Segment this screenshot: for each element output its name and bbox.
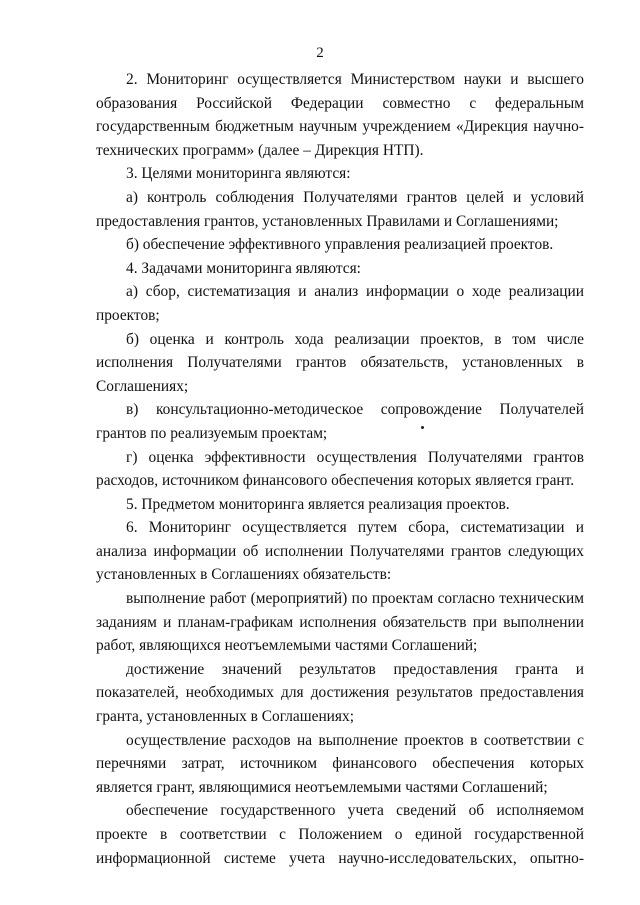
paragraph-obligation-state-registry: обеспечение государственного учета сведений об исполняемом проекте в соответствии с Положением о единой государственной информационной системе учета научно-исследовательских, опытно- [96, 802, 584, 867]
paragraph-4a-collection: а) сбор, систематизация и анализ информации о ходе реализации проектов; [96, 283, 584, 324]
page-number: 2 [316, 45, 324, 61]
paragraph-3-goals-heading: 3. Целями мониторинга являются: [126, 165, 351, 183]
paragraph-2-monitoring-ministry: 2. Мониторинг осуществляется Министерством науки и высшего образования Российской Федерации совместно с федеральным государственным бюджетным научным учреждением «Дирекция научно-технических программ» (далее – Дирекция НТП). [96, 71, 584, 159]
scan-speck [421, 426, 424, 429]
paragraph-4-tasks-heading: 4. Задачами мониторинга являются: [126, 259, 361, 277]
paragraph-4g-efficiency: г) оценка эффективности осуществления Получателями грантов расходов, источником финансового обеспечения которых является грант. [96, 448, 584, 490]
paragraph-obligation-expenses: осуществление расходов на выполнение проектов в соответствии с перечнями затрат, источником финансового обеспечения которых является грант, являющимися неотъемлемыми частями Соглашений; [96, 731, 584, 796]
paragraph-5-subject: 5. Предметом мониторинга является реализация проектов. [126, 495, 510, 513]
paragraph-obligation-results: достижение значений результатов предоставления гранта и показателей, необходимых для достижения результатов предоставления гранта, установленных в Соглашениях; [96, 660, 584, 726]
paragraph-6-method: 6. Мониторинг осуществляется путем сбора, систематизации и анализа информации об исполнении Получателями грантов следующих установленных в Соглашениях обязательств: [96, 519, 584, 584]
paragraph-4b-assessment: б) оценка и контроль хода реализации проектов, в том числе исполнения Получателями грантов обязательств, установленных в Соглашениях; [96, 330, 584, 395]
paragraph-3b-management: б) обеспечение эффективного управления реализацией проектов. [126, 236, 554, 254]
paragraph-3a-control: а) контроль соблюдения Получателями грантов целей и условий предоставления грантов, установленных Правилами и Соглашениями; [96, 188, 584, 230]
paragraph-obligation-works: выполнение работ (мероприятий) по проектам согласно техническим заданиям и планам-графикам исполнения обязательств при выполнении работ, являющихся неотъемлемыми частями Соглашений; [96, 590, 584, 655]
paragraph-4v-consulting: в) консультационно-методическое сопровождение Получателей грантов по реализуемым проектам; [96, 401, 584, 442]
